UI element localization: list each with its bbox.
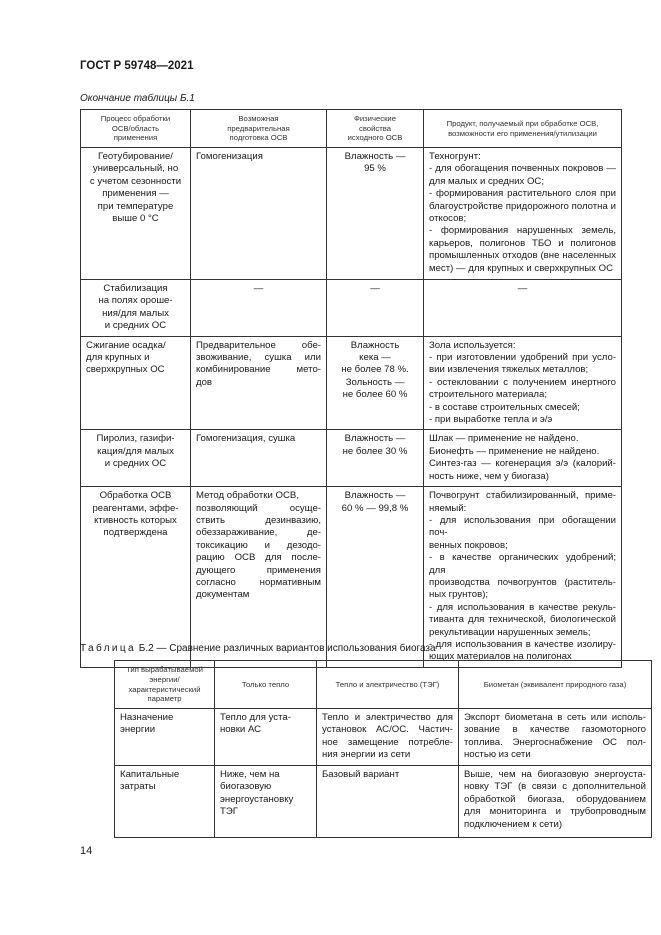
cell-chp (317, 709, 459, 766)
cell-line: ОСВ/область (111, 123, 160, 133)
cell-line: Зола используется: (429, 339, 516, 351)
cell-line: сверхкрупных ОС (86, 364, 165, 376)
cell-line: няемый: (429, 502, 467, 514)
table-row (81, 148, 622, 280)
cell-line: и средних ОС (104, 458, 167, 470)
header-chp (317, 661, 459, 709)
cell-product (424, 148, 622, 280)
cell-line: позволяющий осуще- (196, 502, 321, 514)
cell-line: тиванта для технической, биологической (429, 614, 616, 626)
cell-line: Геотубирование/ (98, 151, 173, 162)
cell-line: дов (196, 376, 213, 388)
cell-line: Капитальные (120, 769, 180, 780)
cell-line: универсальный, но (92, 163, 179, 175)
cell-line: Только тепло (241, 679, 290, 689)
table-row (115, 766, 652, 838)
cell-line: характеристический (128, 684, 201, 694)
cell-line: рацию ОСВ для после- (196, 552, 321, 564)
cell-line: Почвогрунт стабилизированный, приме- (429, 490, 616, 502)
cell-line: подключением к сети) (464, 818, 563, 830)
table-b1-caption: Окончание таблицы Б.1 (80, 93, 195, 104)
cell-chp (317, 766, 459, 838)
cell-line: свойства (358, 123, 392, 133)
cell-line: и средних ОС (104, 320, 167, 332)
cell-process (81, 148, 191, 280)
cell-line: не более 78 %. (341, 364, 409, 376)
cell-line: 95 % (364, 163, 386, 175)
cell-line: - в качестве органических удобрений; для (429, 552, 616, 576)
cell-line: Процесс обработки (100, 114, 171, 124)
cell-line: подготовка ОСВ (229, 133, 288, 143)
cell-biomethane (459, 766, 652, 838)
table-b1 (80, 109, 622, 668)
cell-line: комбинирование мето- (196, 364, 321, 376)
cell-line: обработкой биогаза, оборудованием (464, 793, 646, 805)
cell-line: откосов; (429, 213, 467, 225)
cell-line: исходного ОСВ (347, 133, 403, 143)
cell-prep (191, 280, 327, 337)
cell-line: - остекловании с получением инертного (429, 376, 616, 388)
table-b1-header-row (81, 110, 622, 148)
cell-line: Экспорт биометана в сеть или исполь- (464, 712, 646, 723)
cell-line: Зольность — (345, 376, 405, 388)
table-row (115, 709, 652, 766)
cell-line: — (370, 283, 380, 294)
cell-product (424, 280, 622, 337)
cell-line: Шлак — применение не найдено. (429, 433, 579, 445)
page-number: 14 (80, 845, 93, 857)
cell-line: благоустройстве придорожного полотна и (429, 200, 616, 212)
header-process (81, 110, 191, 148)
header-biomethane (459, 661, 652, 709)
cell-line: — (517, 283, 528, 294)
cell-product (424, 336, 622, 430)
cell-line: ных грунтов); (429, 589, 489, 601)
header-product (424, 110, 622, 148)
table-row (81, 430, 622, 487)
cell-line: ния/для малых (102, 307, 169, 319)
cell-line: не более 30 % (342, 445, 408, 457)
cell-line: - формирования нарушенных земель, (429, 225, 616, 237)
cell-line: обеззараживание, де- (196, 527, 321, 539)
cell-line: вии извлечения тяжелых металлов; (429, 364, 589, 376)
cell-line: — (253, 283, 264, 294)
cell-line: Синтез-газ — когенерация э/э (калорий- (429, 458, 616, 470)
cell-process (81, 430, 191, 487)
cell-line: Продукт, получаемый при обработке ОСВ, (446, 118, 599, 128)
cell-line: Влажность — (344, 490, 406, 502)
cell-props (327, 336, 424, 430)
cell-heat (215, 766, 317, 838)
cell-line: Тепло и электричество для (322, 712, 453, 723)
cell-line: Влажность — (344, 151, 406, 162)
cell-line: производства почвогрунтов (раститель- (429, 576, 616, 588)
cell-line: биогазовую (220, 781, 272, 793)
table-b2-header-row (115, 661, 652, 709)
cell-props (327, 430, 424, 487)
cell-line: Техногрунт: (429, 151, 481, 162)
cell-line: Биометан (эквивалент природного газа) (483, 679, 627, 689)
cell-line: ния энергии из сети (322, 749, 411, 761)
cell-line: для малых и средних ОС; (429, 175, 544, 187)
cell-line: энергоустановку (220, 793, 294, 805)
cell-line: - для использования в качестве рекуль- (429, 601, 616, 613)
cell-line: ТЭГ (220, 806, 238, 818)
cell-line: Возможная (238, 114, 279, 124)
cell-prep (191, 487, 327, 668)
cell-line: Пиролиз, газифи- (96, 433, 175, 445)
cell-process (81, 336, 191, 430)
cell-prep (191, 336, 327, 430)
cell-line: венных покровов; (429, 539, 508, 551)
cell-line: Тепло и электричество (ТЭГ) (335, 679, 440, 689)
cell-line: не более 60 % (342, 389, 408, 401)
cell-line: при температуре (97, 200, 174, 212)
cell-line: согласно нормативным (196, 576, 321, 588)
cell-line: Метод обработки ОСВ, (196, 490, 299, 502)
cell-line: применения (113, 133, 158, 143)
cell-line: для мониторинга и трубопроводным (464, 806, 646, 818)
cell-biomethane (459, 709, 652, 766)
cell-line: - формирования растительного слоя при (429, 188, 616, 200)
cell-line: применения — (102, 188, 169, 200)
header-heat-only (215, 661, 317, 709)
cell-line: новки АС (220, 724, 262, 736)
cell-line: на полях ороше- (98, 295, 173, 307)
cell-line: Предварительное обе- (196, 339, 321, 351)
cell-line: зование в качестве газомоторного (464, 724, 646, 736)
cell-prep (191, 148, 327, 280)
document-code: ГОСТ Р 59748—2021 (80, 60, 194, 72)
cell-line: Назначение энергии (120, 712, 174, 736)
cell-line: дующего применения (196, 564, 321, 576)
cell-line: рекультивации нарушенных земель; (429, 626, 591, 638)
cell-props (327, 487, 424, 668)
table-row (81, 487, 622, 668)
cell-line: установок АС/ОС. Частич- (322, 724, 453, 736)
table-row (81, 280, 622, 337)
header-props (327, 110, 424, 148)
cell-line: - для использования в качестве изолиру- (429, 638, 616, 650)
header-energy-type (115, 661, 215, 709)
cell-line: Влажность — (344, 433, 406, 445)
cell-line: карьеров, полигонов ТБО и полигонов (429, 237, 616, 249)
cell-line: затраты (120, 781, 156, 793)
cell-line: ктивность которых (94, 514, 177, 526)
cell-line: Сжигание осадка/ (86, 339, 166, 351)
cell-line: Физические (353, 114, 396, 124)
cell-line: предварительная (227, 123, 290, 133)
cell-line: кация/для малых (97, 445, 174, 457)
cell-line: Тип вырабатываемой (126, 665, 203, 675)
cell-line: мест) — для крупных и сверхкрупных ОС (429, 262, 614, 274)
cell-line: Гомогенизация (196, 151, 263, 162)
cell-line: кека — (359, 352, 391, 364)
cell-param (115, 709, 215, 766)
cell-product (424, 430, 622, 487)
cell-line: промышленных отходов (вне населенных (429, 250, 616, 262)
cell-heat (215, 709, 317, 766)
cell-line: - для использования при обогащении поч- (429, 514, 616, 539)
cell-line: новку ТЭГ (в связи с дополнительной (464, 781, 646, 793)
table-row (81, 336, 622, 430)
cell-line: ность ниже, чем у биогаза) (429, 470, 549, 482)
cell-line: ствить дезинвазию, (196, 514, 321, 526)
cell-line: - для обогащения почвенных покровов — (429, 163, 616, 175)
cell-line: ностью из сети (464, 749, 531, 761)
cell-prep (191, 430, 327, 487)
cell-line: строительного материала; (429, 389, 548, 401)
cell-line: ющих материалов на полигонах (429, 651, 572, 663)
cell-props (327, 280, 424, 337)
cell-line: документам (196, 589, 250, 601)
cell-line: с учетом сезонности (89, 175, 182, 187)
cell-line: выше 0 °С (112, 213, 159, 225)
cell-line: топлива. Энергоснабжение ОС пол- (464, 736, 646, 748)
cell-line: Ниже, чем на (220, 769, 280, 780)
cell-line: Стабилизация (103, 283, 168, 294)
cell-line: - при изготовлении удобрений при усло- (429, 352, 616, 364)
cell-line: подтверждена (103, 527, 168, 539)
cell-line: энергии/ (149, 674, 180, 684)
cell-line: Выше, чем на биогазовую энергоуста- (464, 769, 646, 780)
cell-line: Влажность (350, 339, 400, 351)
cell-props (327, 148, 424, 280)
cell-line: звоживание, сушка или (196, 352, 321, 364)
cell-line: для крупных и (86, 352, 150, 364)
table-b2-caption-text: Б.2 — Сравнение различных вариантов использования биогаза (138, 643, 436, 654)
cell-line: Гомогенизация, сушка (196, 433, 296, 445)
cell-line: реагентами, эффе- (92, 502, 179, 514)
cell-line: - при выработке тепла и э/э (429, 414, 553, 426)
cell-line: параметр (147, 694, 182, 704)
cell-line: Обработка ОСВ (99, 490, 172, 502)
cell-line: Бионефть — применение не найдено. (429, 445, 600, 457)
table-b2 (114, 660, 652, 838)
cell-line: токсикацию и дезодо- (196, 539, 321, 551)
cell-line: ное замещение потребле- (322, 736, 453, 748)
cell-process (81, 280, 191, 337)
cell-line: - в составе строительных смесей; (429, 401, 580, 413)
cell-line: 60 % — 99,8 % (341, 502, 409, 514)
header-prep (191, 110, 327, 148)
cell-param (115, 766, 215, 838)
cell-product (424, 487, 622, 668)
table-b2-caption-prefix: Таблица (80, 643, 137, 654)
cell-line: Базовый вариант (322, 769, 400, 780)
table-b2-caption (80, 643, 436, 654)
cell-process (81, 487, 191, 668)
cell-line: возможности его применения/утилизации (448, 128, 597, 138)
cell-line: Тепло для уста- (220, 712, 291, 723)
